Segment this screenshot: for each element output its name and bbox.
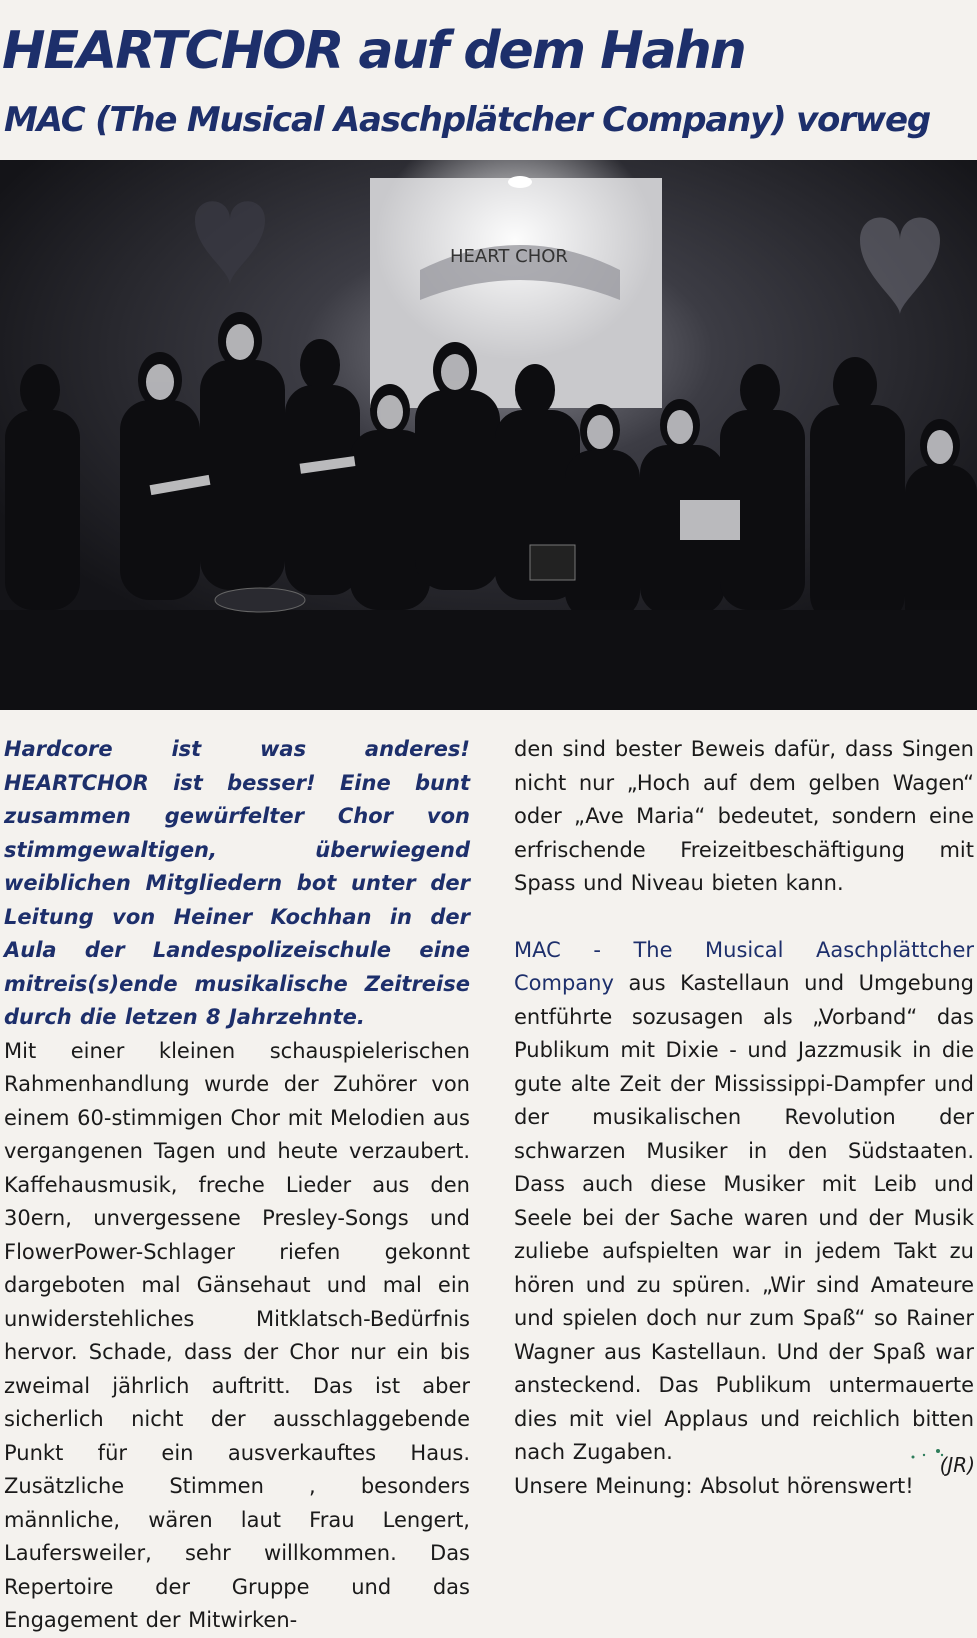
verdict-line: Unsere Meinung: Absolut hörenswert!: [514, 1473, 914, 1498]
left-column: [4, 733, 470, 1638]
mac-text: aus Kastellaun und Umgebung entführte sozusagen als „Vorband“ das Publikum mit Dixie - und Jazzmusik in die gute alte Zeit der Mississippi-Dampfer und der musikalischen Revolution der schwarzen Musiker in den Südstaaten. Dass auch diese Musiker mit Leib und Seele bei der Sache waren und der Musik zuliebe aufspielten war in jedem Takt zu hören und zu spüren. „Wir sind Amateure und spielen doch nur zum Spaß“ so Rainer Wagner aus Kastellaun. Und der Spaß war ansteckend. Das Publikum untermauerte dies mit viel Applaus und reichlich bitten nach Zugaben.: [514, 971, 974, 1464]
stage-light-icon: [508, 176, 532, 188]
mac-name: MAC - The Musical Aaschplättcher Company: [514, 937, 974, 995]
banner-text: HEART CHOR: [450, 246, 568, 267]
author-credit: (JR): [939, 1453, 975, 1477]
music-stand-icon: [530, 545, 575, 580]
lead-paragraph: Hardcore ist was anderes! HEARTCHOR ist besser! Eine bunt zusammen gewürfelter Chor von stimmgewaltigen, überwiegend weiblichen Mitgliedern bot unter der Leitung von Heiner Kochhan in der Aula der Landespolizeischule eine mitreis(s)ende musikalische Zeitreise durch die letzen 8 Jahrzehnte.: [4, 737, 470, 1029]
choir-photo: [0, 160, 977, 710]
continuation-paragraph: den sind bester Beweis dafür, dass Singen nicht nur „Hoch auf dem gelben Wagen“ oder „Ave Maria“ bedeutet, sondern eine erfrischende Freizeitbeschäftigung mit Spass und Niveau bieten kann.: [514, 737, 974, 895]
subheadline: MAC (The Musical Aaschplätcher Company) vorweg: [4, 100, 930, 140]
mac-paragraph: [514, 934, 974, 1470]
headline: HEARTCHOR auf dem Hahn: [2, 21, 745, 81]
right-column: [514, 733, 974, 1503]
body-paragraph: Mit einer kleinen schauspielerischen Rahmenhandlung wurde der Zuhörer von einem 60-stimmigen Chor mit Melodien aus vergangenen Tagen und heute verzaubert. Kaffehausmusik, freche Lieder aus den 30ern, unvergessene Presley-Songs und FlowerPower-Schlager riefen gekonnt dargeboten mal Gänsehaut und mal ein unwiderstehliches Mitklatsch-Bedürfnis hervor. Schade, dass der Chor nur ein bis zweimal jährlich auftritt. Das ist aber sicherlich nicht der ausschlaggebende Punkt für ein ausverkauftes Haus. Zusätzliche Stimmen , besonders männliche, wären laut Frau Lengert, Laufersweiler, sehr willkommen. Das Repertoire der Gruppe und das Engagement der Mitwirken-: [4, 1038, 470, 1632]
